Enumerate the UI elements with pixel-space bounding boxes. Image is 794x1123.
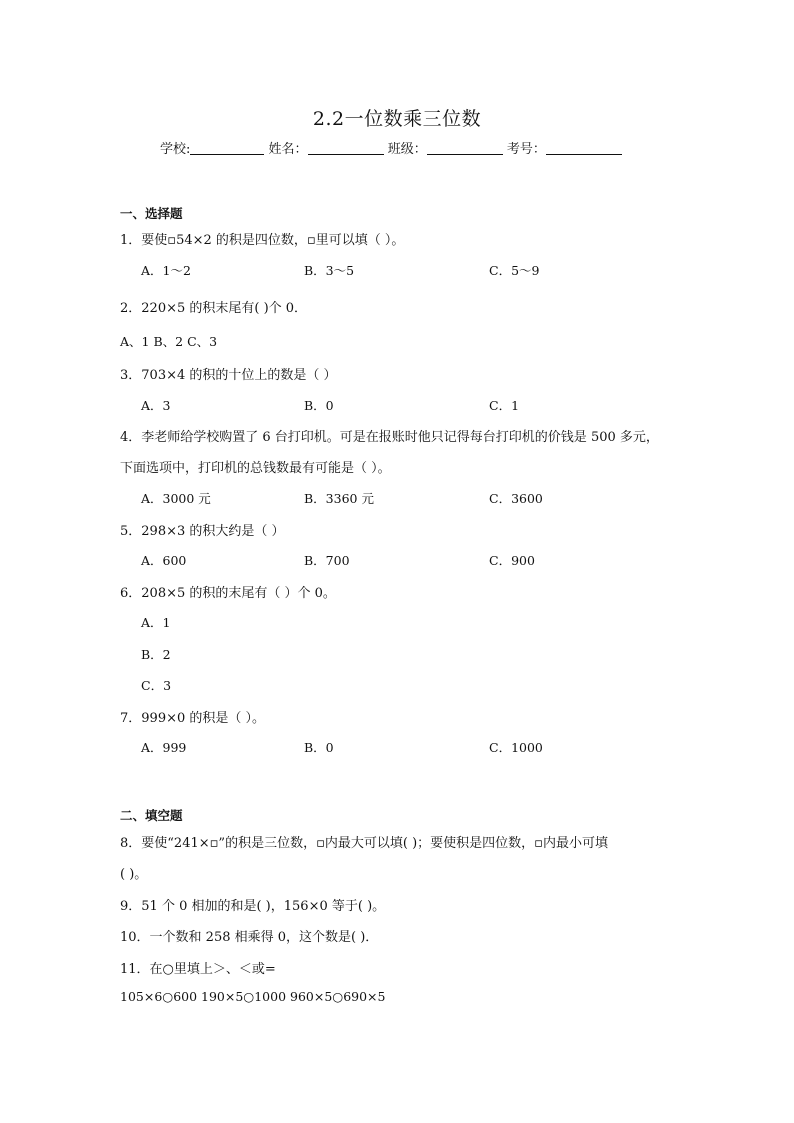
school-blank[interactable] [190,140,264,155]
question-11: 11．在○里填上＞、＜或= [120,962,276,977]
q3-option-a: A．3 [141,398,171,413]
q4-option-c: C．3600 [489,491,543,506]
class-label: 班级： [387,142,427,157]
q2-options: A、1 B、2 C、3 [120,334,218,349]
question-10: 10．一个数和 258 相乘得 0，这个数是( )． [120,930,379,945]
q5-option-a: A．600 [141,553,187,568]
q1-option-a: A．1～2 [141,263,191,278]
q5-option-b: B．700 [304,553,350,568]
question-4-line-2: 下面选项中，打印机的总钱数最有可能是（ ）。 [120,461,391,476]
question-9: 9．51 个 0 相加的和是( )，156×0 等于( )。 [120,899,386,914]
q7-option-c: C．1000 [489,740,543,755]
question-4-line-1: 4．李老师给学校购置了 6 台打印机。可是在报账时他只记得每台打印机的价钱是 500 多元， [120,430,659,445]
q7-option-a: A．999 [141,740,187,755]
q1-option-c: C．5～9 [489,263,540,278]
section-heading-choice: 一、选择题 [120,206,183,221]
q6-option-b: B．2 [141,647,171,662]
question-3: 3．703×4 的积的十位上的数是（ ） [120,368,337,383]
q3-option-c: C．1 [489,398,520,413]
question-7: 7．999×0 的积是（ ）。 [120,711,266,726]
q6-option-c: C．3 [141,678,172,693]
q4-option-b: B．3360 元 [304,491,374,506]
question-8-line-1: 8．要使“241×▫”的积是三位数，▫内最大可以填( )；要使积是四位数，▫内最小可填 [120,836,608,851]
question-6: 6．208×5 的积的末尾有（ ）个 0。 [120,586,336,601]
name-blank[interactable] [308,140,384,155]
q7-option-b: B．0 [304,740,334,755]
q1-option-b: B．3～5 [304,263,355,278]
name-label: 姓名： [268,142,308,157]
student-info-line [160,138,622,157]
q11-expressions: 105×6○600 190×5○1000 960×5○690×5 [120,989,386,1004]
q5-option-c: C．900 [489,553,535,568]
class-blank[interactable] [427,140,503,155]
q4-option-a: A．3000 元 [141,491,211,506]
page-title: 2.2一位数乘三位数 [312,108,482,130]
number-label: 考号： [506,142,546,157]
question-2: 2．220×5 的积末尾有( )个 0． [120,301,308,316]
section-heading-fill: 二、填空题 [120,808,183,823]
q6-option-a: A．1 [141,615,171,630]
question-8-line-2: ( )。 [120,867,148,882]
number-blank[interactable] [546,140,622,155]
question-1: 1．要使▫54×2 的积是四位数，▫里可以填（ ）。 [120,233,405,248]
question-5: 5．298×3 的积大约是（ ） [120,524,285,539]
q3-option-b: B．0 [304,398,334,413]
school-label: 学校: [160,142,191,157]
